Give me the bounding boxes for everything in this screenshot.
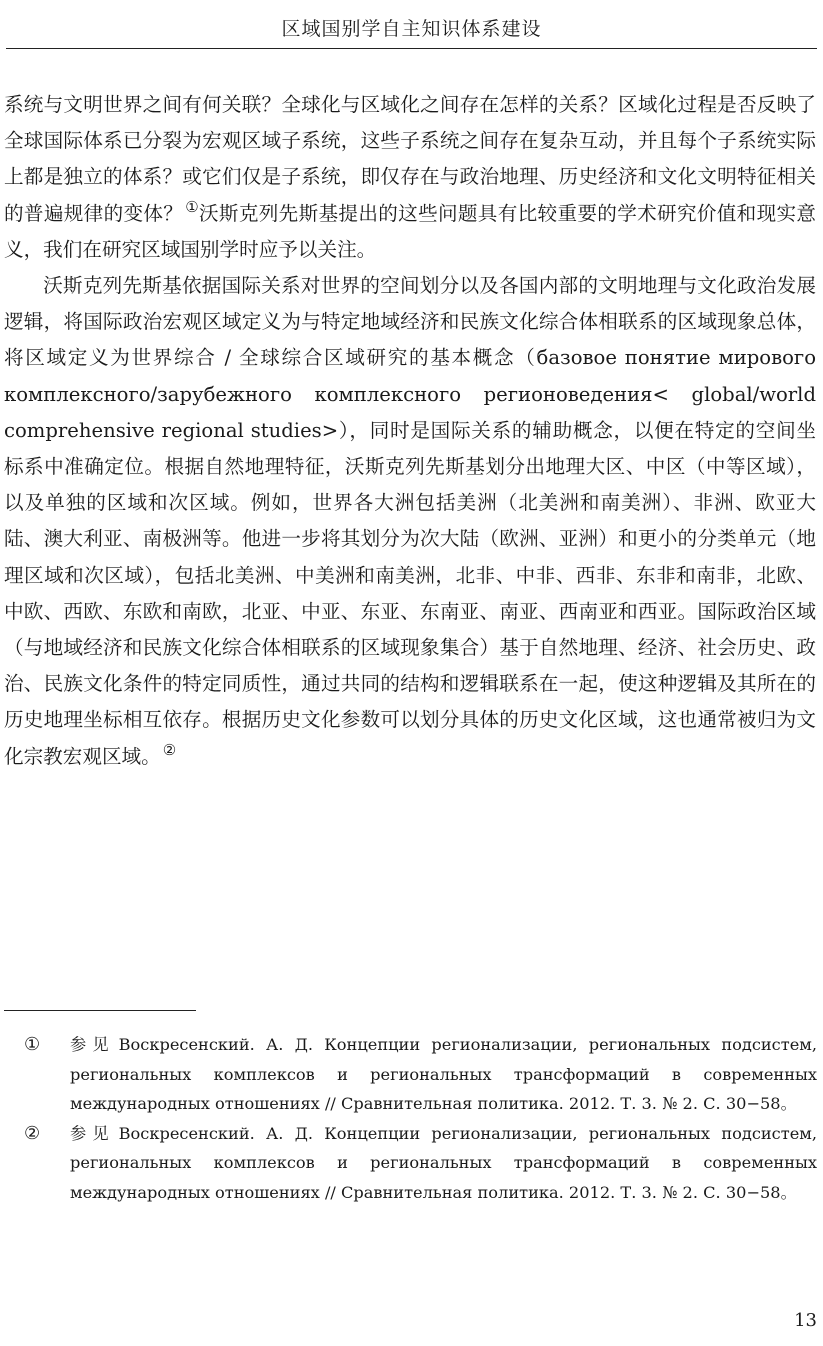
paragraph-2-text: 沃斯克列先斯基依据国际关系对世界的空间划分以及各国内部的文明地理与文化政治发展逻辑，将国际政治宏观区域定义为与特定地域经济和民族文化综合体相联系的区域现象总体，将区域定义为世界综合 / 全球综合区域研究的基本概念（базовое понятие мирового комплексного/зарубежного комплексного регионоведения< global/world comprehensive regional studies>），同时是国际关系的辅助概念，以便在特定的空间坐标系中准确定位。根据自然地理特征，沃斯克列先斯基划分出地理大区、中区（中等区域），以及单独的区域和次区域。例如，世界各大洲包括美洲（北美洲和南美洲）、非洲、欧亚大陆、澳大利亚、南极洲等。他进一步将其划分为次大陆（欧洲、亚洲）和更小的分类单元（地理区域和次区域），包括北美洲、中美洲和南美洲，北非、中非、西非、东非和南非，北欧、中欧、西欧、东欧和南欧，北亚、中亚、东亚、东南亚、南亚、西南亚和西亚。国际政治区域（与地域经济和民族文化综合体相联系的区域现象集合）基于自然地理、经济、社会历史、政治、民族文化条件的特定同质性，通过共同的结构和逻辑联系在一起，使这种逻辑及其所在的历史地理坐标相互依存。根据历史文化参数可以划分具体的历史文化区域，这也通常被归为文化宗教宏观区域。 xyxy=(4,274,816,768)
paragraph-1-continuation: 沃斯克列先斯基提出的这些问题具有比较重要的学术研究价值和现实意义，我们在研究区域国别学时应予以关注。 xyxy=(4,201,817,261)
main-text xyxy=(4,87,816,775)
footnote-2-text: Воскресенский. А. Д. Концепции регионализации, региональных подсистем, региональных комплексов и региональных трансформаций в современных международных отношениях // Сравнительная политика. 2012. Т. 3. № 2. С. 30−58。 xyxy=(70,1123,818,1202)
footnote-1-mark: ① xyxy=(24,1034,41,1055)
running-header xyxy=(6,0,817,49)
footnote-1-text: Воскресенский. А. Д. Концепции регионализации, региональных подсистем, региональных комплексов и региональных трансформаций в современных международных отношениях // Сравнительная политика. 2012. Т. 3. № 2. С. 30−58。 xyxy=(70,1035,818,1113)
footnote-2-prefix: 参见 xyxy=(70,1123,115,1143)
footnotes xyxy=(24,1030,817,1207)
paragraph-2 xyxy=(4,268,816,775)
header-title: 区域国别学自主知识体系建设 xyxy=(281,18,542,40)
footnote-2 xyxy=(24,1119,817,1208)
footnote-ref-2[interactable]: ② xyxy=(162,740,177,759)
paragraph-1 xyxy=(4,87,816,268)
footnote-divider xyxy=(4,1010,196,1011)
footnote-1-prefix: 参见 xyxy=(70,1035,115,1054)
footnote-1 xyxy=(24,1030,817,1119)
footnote-ref-1[interactable]: ① xyxy=(185,197,200,216)
footnote-2-mark: ② xyxy=(24,1122,41,1144)
paragraph-1-text: 系统与文明世界之间有何关联？全球化与区域化之间存在怎样的关系？区域化过程是否反映了全球国际体系已分裂为宏观区域子系统，这些子系统之间存在复杂互动，并且每个子系统实际上都是独立的体系？或它们仅是子系统，即仅存在与政治地理、历史经济和文化文明特征相关的普遍规律的变体？ xyxy=(4,93,816,225)
page-number: 13 xyxy=(794,1310,817,1331)
